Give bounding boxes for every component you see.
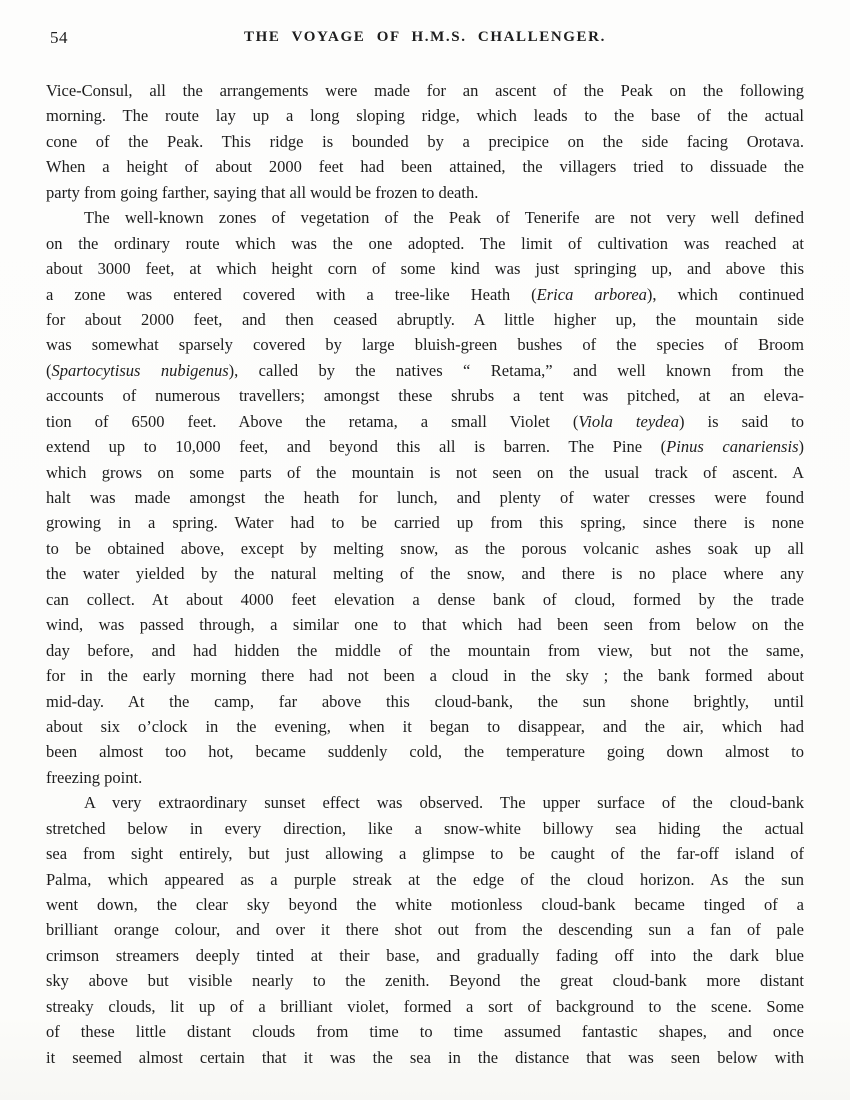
text-line: [46, 129, 804, 154]
text-segment: morning. The route lay up a long sloping ridge, which leads to the base of the actual: [46, 106, 804, 126]
species-name-italic: Erica arborea: [536, 284, 647, 304]
text-segment: ), called by the natives “ Retama,” and well known from the: [228, 360, 804, 380]
text-line: [46, 460, 804, 485]
text-segment: of these little distant clouds from time to time assumed fantastic shapes, and once: [46, 1022, 804, 1042]
text-segment: ), which continued: [646, 284, 804, 304]
running-title: THE VOYAGE OF H.M.S. CHALLENGER.: [244, 29, 606, 45]
text-segment: streaky clouds, lit up of a brilliant violet, formed a sort of background to the scene. Some: [46, 996, 804, 1016]
text-line: [46, 612, 804, 637]
text-segment: tion of 6500 feet. Above the retama, a small Violet (: [46, 411, 579, 431]
text-segment: When a height of about 2000 feet had been attained, the villagers tried to dissuade the: [46, 157, 804, 177]
text-line: [46, 638, 804, 663]
text-line: [46, 358, 804, 383]
text-segment: was somewhat sparsely covered by large bluish-green bushes of the species of Broom: [46, 335, 804, 355]
text-line: [46, 510, 804, 535]
text-segment: can collect. At about 4000 feet elevation a dense bank of cloud, formed by the trade: [46, 589, 804, 609]
text-line: [46, 282, 804, 307]
text-segment: which grows on some parts of the mountain is not seen on the usual track of ascent. A: [46, 462, 804, 482]
text-line: [46, 332, 804, 357]
text-line: [46, 816, 804, 841]
page-header: [46, 26, 804, 52]
text-line: [46, 1019, 804, 1044]
text-line: [46, 536, 804, 561]
text-segment: on the ordinary route which was the one adopted. The limit of cultivation was reached at: [46, 233, 804, 253]
text-line: [46, 765, 804, 790]
text-segment: growing in a spring. Water had to be carried up from this spring, since there is none: [46, 513, 804, 533]
text-line: [46, 103, 804, 128]
text-segment: been almost too hot, became suddenly cold, the temperature going down almost to: [46, 742, 804, 762]
page-body: [46, 78, 804, 1070]
text-segment: brilliant orange colour, and over it there shot out from the descending sun a fan of pale: [46, 920, 804, 940]
text-line: [46, 1045, 804, 1070]
text-segment: (: [46, 360, 52, 380]
text-line: [46, 205, 804, 230]
text-segment: cone of the Peak. This ridge is bounded by a precipice on the side facing Orotava.: [46, 131, 804, 151]
text-line: [46, 714, 804, 739]
text-segment: sea from sight entirely, but just allowing a glimpse to be caught of the far-off island of: [46, 844, 804, 864]
text-segment: Vice-Consul, all the arrangements were made for an ascent of the Peak on the following: [46, 81, 804, 100]
text-line: [46, 256, 804, 281]
text-segment: mid-day. At the camp, far above this cloud-bank, the sun shone brightly, until: [46, 691, 804, 711]
text-segment: extend up to 10,000 feet, and beyond this all is barren. The Pine (: [46, 437, 667, 457]
text-segment: halt was made amongst the heath for lunch, and plenty of water cresses were found: [46, 488, 804, 507]
text-line: [46, 790, 804, 815]
paragraph: [46, 790, 804, 1070]
text-line: [46, 994, 804, 1019]
text-segment: Palma, which appeared as a purple streak at the edge of the cloud horizon. As the sun: [46, 869, 804, 889]
text-segment: sky above but visible nearly to the zenith. Beyond the great cloud-bank more distant: [46, 971, 804, 991]
text-segment: freezing point.: [46, 767, 143, 787]
text-line: [46, 307, 804, 332]
text-line: [46, 841, 804, 866]
text-segment: A very extraordinary sunset effect was observed. The upper surface of the cloud-bank: [84, 793, 804, 813]
species-name-italic: Pinus canariensis: [666, 437, 799, 457]
text-segment: party from going farther, saying that all would be frozen to death.: [46, 182, 479, 202]
text-line: [46, 409, 804, 434]
text-segment: ): [798, 437, 804, 457]
text-line: [46, 663, 804, 688]
text-line: [46, 78, 804, 103]
page-number: 54: [50, 28, 68, 47]
text-line: [46, 154, 804, 179]
text-segment: went down, the clear sky beyond the white motionless cloud-bank became tinged of a: [46, 895, 804, 914]
species-name-italic: Spartocytisus nubigenus: [51, 360, 229, 380]
text-segment: day before, and had hidden the middle of the mountain from view, but not the same,: [46, 640, 804, 660]
text-line: [46, 434, 804, 459]
text-segment: crimson streamers deeply tinted at their base, and gradually fading off into the dark blue: [46, 945, 804, 965]
text-line: [46, 917, 804, 942]
text-line: [46, 231, 804, 256]
text-segment: about 3000 feet, at which height corn of some kind was just springing up, and above this: [46, 259, 804, 279]
text-line: [46, 739, 804, 764]
paragraph: [46, 78, 804, 205]
text-segment: about six o’clock in the evening, when it began to disappear, and the air, which had: [46, 716, 804, 736]
text-line: [46, 180, 804, 205]
text-segment: wind, was passed through, a similar one to that which had been seen from below on the: [46, 615, 804, 635]
text-segment: the water yielded by the natural melting of the snow, and there is no place where any: [46, 564, 804, 584]
species-name-italic: Viola teydea: [578, 411, 679, 431]
text-segment: to be obtained above, except by melting snow, as the porous volcanic ashes soak up all: [46, 538, 804, 558]
text-segment: accounts of numerous travellers; amongst these shrubs a tent was pitched, at an eleva-: [46, 386, 804, 406]
text-segment: ) is said to: [679, 411, 804, 431]
text-line: [46, 943, 804, 968]
text-segment: for about 2000 feet, and then ceased abruptly. A little higher up, the mountain side: [46, 309, 804, 329]
text-line: [46, 867, 804, 892]
text-segment: The well-known zones of vegetation of the Peak of Tenerife are not very well defined: [84, 208, 804, 228]
text-segment: a zone was entered covered with a tree-like Heath (: [46, 284, 537, 304]
text-line: [46, 892, 804, 917]
text-segment: it seemed almost certain that it was the sea in the distance that was seen below with: [46, 1047, 804, 1067]
text-line: [46, 968, 804, 993]
text-segment: stretched below in every direction, like a snow-white billowy sea hiding the actual: [46, 818, 804, 838]
text-line: [46, 485, 804, 510]
text-line: [46, 561, 804, 586]
text-segment: for in the early morning there had not been a cloud in the sky ; the bank formed about: [46, 666, 804, 686]
paragraph: [46, 205, 804, 790]
text-line: [46, 587, 804, 612]
text-line: [46, 383, 804, 408]
text-line: [46, 689, 804, 714]
